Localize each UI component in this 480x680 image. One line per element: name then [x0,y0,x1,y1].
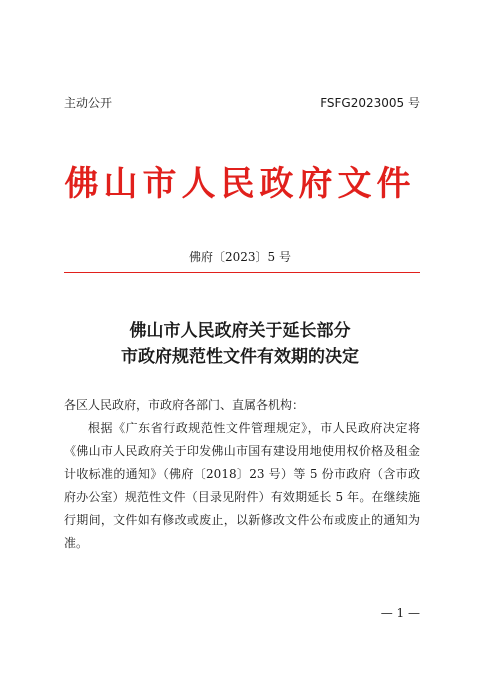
document-title-line-1: 佛山市人民政府关于延长部分 [129,321,351,341]
body-paragraph: 根据《广东省行政规范性文件管理规定》，市人民政府决定将《佛山市人民政府关于印发佛山市国有建设用地使用权价格及租金计收标准的通知》（佛府〔2018〕23 号）等 5 份市政府（含市政府办公室）规范性文件（目录见附件）有效期延长 5 年。在继续施行期间，文件如有修改或废止，以新修改文件公布或废止的通知为准。 [64,421,420,550]
document-title [0,318,480,370]
header-meta-row [64,94,420,111]
document-body [64,394,420,555]
disclosure-label: 主动公开 [64,96,113,110]
document-number: 佛府〔2023〕5 号 [189,250,291,264]
red-divider-line [64,272,420,273]
file-code: FSFG2023005 号 [320,96,420,110]
salutation: 各区人民政府，市政府各部门、直属各机构： [64,398,305,412]
page-number: — 1 — [380,606,420,620]
document-title-line-2: 市政府规范性文件有效期的决定 [121,347,359,367]
masthead-title: 佛山市人民政府文件 [64,164,416,204]
